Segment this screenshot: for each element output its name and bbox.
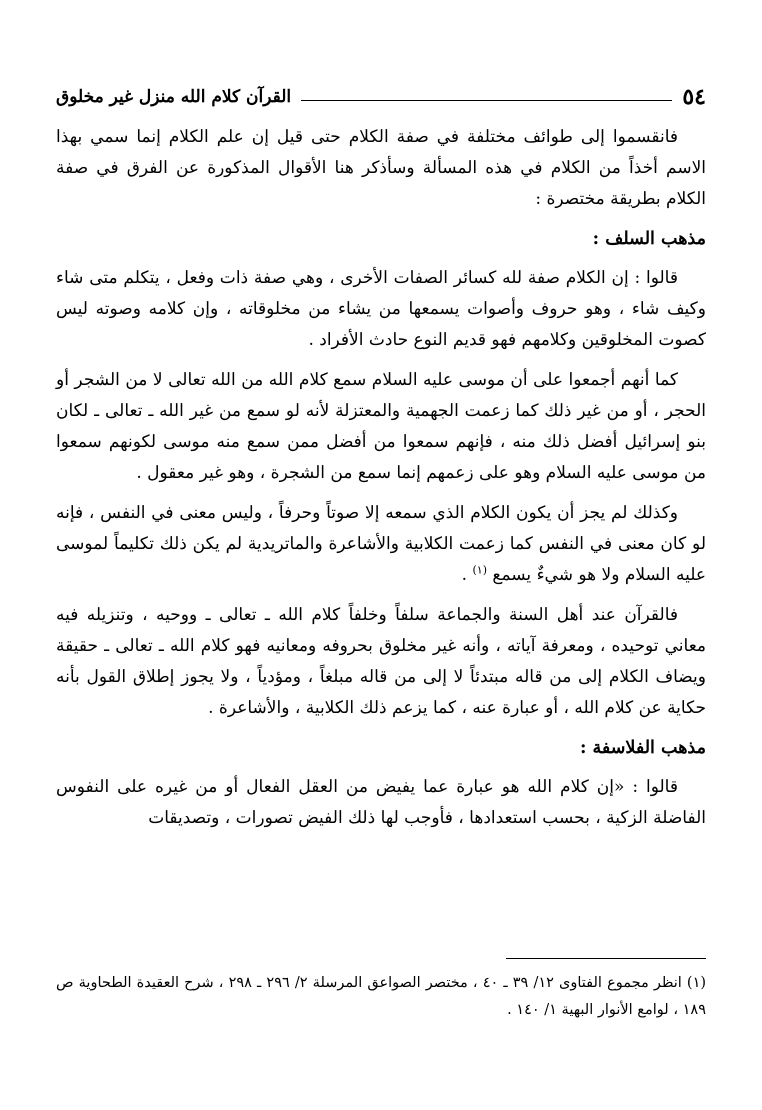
intro-paragraph: فانقسموا إلى طوائف مختلفة في صفة الكلام حتى قيل إن علم الكلام إنما سمي بهذا الاسم أخذاً من الكلام في هذه المسألة وسأذكر هنا الأقوال المذكورة عن الفرق في صفة الكلام بطريقة مختصرة :	[56, 127, 706, 209]
body-paragraph: وكذلك لم يجز أن يكون الكلام الذي سمعه إلا صوتاً وحرفاً ، وليس معنى في النفس ، فإنه لو كان معنى في النفس كما زعمت الكلابية والأشاعرة والماتريدية لم يكن ذلك تكليماً لموسى عليه السلام ولا هو شيءٌ يسمع $^{(١)}$ .	[56, 503, 706, 585]
section-heading-philosophers: مذهب الفلاسفة :	[579, 738, 706, 758]
paragraph-text: وكذلك لم يجز أن يكون الكلام الذي سمعه إلا صوتاً وحرفاً ، وليس معنى في النفس ، فإنه لو كان معنى في النفس كما زعمت الكلابية والأشاعرة والماتريدية لم يكن ذلك تكليماً لموسى عليه السلام ولا هو شيءٌ يسمع	[56, 503, 706, 585]
body-paragraph: فالقرآن عند أهل السنة والجماعة سلفاً وخلفاً كلام الله ـ تعالى ـ ووحيه ، وتنزيله فيه معاني توحيده ، ومعرفة آياته ، وأنه غير مخلوق بحروفه ومعانيه فهو كلام الله ـ تعالى ـ حقيقة ويضاف الكلام إلى من قاله مبتدئاً لا إلى من قاله مبلغاً ، ومؤدياً ، ولا يجوز إطلاق القول بأنه حكاية عن كلام الله ، أو عبارة عنه ، كما يزعم ذلك الكلابية ، والأشاعرة .	[56, 605, 706, 718]
body-paragraph: قالوا : «إن كلام الله هو عبارة عما يفيض من العقل الفعال أو من غيره على النفوس الفاضلة الزكية ، بحسب استعدادها ، فأوجب لها ذلك الفيض تصورات ، وتصديقات	[56, 777, 706, 828]
body-paragraph: قالوا : إن الكلام صفة لله كسائر الصفات الأخرى ، وهي صفة ذات وفعل ، يتكلم متى شاء وكيف شاء ، وهو حروف وأصوات يسمعها من يشاء من مخلوقاته ، وإن كلامه وصوته ليس كصوت المخلوقين وكلامهم فهو قديم النوع حادث الأفراد .	[56, 268, 706, 350]
running-title: القرآن كلام الله منزل غير مخلوق	[56, 87, 292, 107]
page-body	[56, 122, 706, 834]
footnote-ref[interactable]: (١)	[472, 563, 487, 577]
footnotes	[56, 970, 706, 1024]
footnote-item: (١) انظر مجموع الفتاوى ١٢/ ٣٩ ـ ٤٠ ، مختصر الصواعق المرسلة ٢/ ٢٩٦ ـ ٢٩٨ ، شرح العقيدة الطحاوية ص ١٨٩ ، لوامع الأنوار البهية ١/ ١٤٠ .	[56, 975, 707, 1018]
footnote-separator	[506, 958, 706, 959]
page-header	[56, 82, 706, 112]
header-rule	[301, 100, 672, 101]
section-heading-salaf: مذهب السلف :	[592, 229, 706, 249]
page-number: ٥٤	[682, 84, 706, 110]
body-paragraph: كما أنهم أجمعوا على أن موسى عليه السلام سمع كلام الله من الله تعالى لا من الشجر أو الحجر ، أو من غير ذلك كما زعمت الجهمية والمعتزلة لأنه لو سمع من غير الله ـ تعالى ـ لكان بنو إسرائيل أفضل ذلك منه ، فإنهم سمعوا من أفضل ممن سمع منه موسى لكونهم سمعوا من موسى عليه السلام وهو على زعمهم إنما سمع من الشجرة ، وهو غير معقول .	[56, 370, 706, 483]
